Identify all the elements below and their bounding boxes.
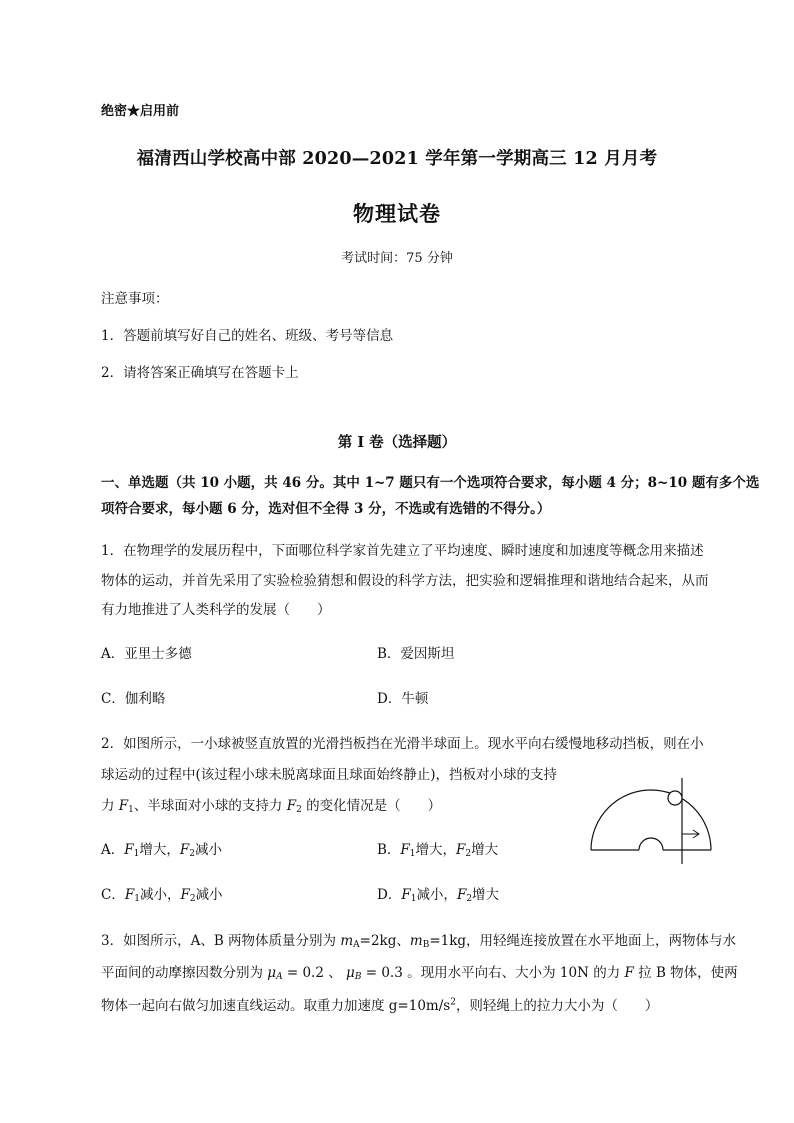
- exam-title: 福清西山学校高中部 2020—2021 学年第一学期高三 12 月月考: [136, 149, 658, 169]
- q1-stem-line: 1．在物理学的发展历程中，下面哪位科学家首先建立了平均速度、瞬时速度和加速度等概念用来描述: [101, 543, 704, 559]
- exam-time: 考试时间：75 分钟: [341, 251, 453, 266]
- q3-stem-line: 平面间的动摩擦因数分别为 $\mu_A = 0.2$ 、 $\mu_B = 0.3$ 。现用水平向右、大小为 10N 的力 F 拉 B 物体，使两: [101, 965, 738, 982]
- q2-stem-line: 2．如图所示，一小球被竖直放置的光滑挡板挡在光滑半球面上。现水平向右缓慢地移动挡板，则在小: [101, 736, 704, 752]
- base-notch: [639, 838, 663, 850]
- q2-option-d: D．$F_1$减小，$F_2$增大: [377, 887, 500, 904]
- q1-option-c: C．伽利略: [101, 691, 166, 707]
- q3-stem-line: 物体一起向右做匀加速直线运动。取重力加速度 $g=10m/s^2$，则轻绳上的拉力大小为（ ）: [101, 997, 659, 1014]
- section-title: 第 I 卷（选择题）: [337, 434, 457, 451]
- hemisphere-outline: [591, 790, 711, 850]
- q1-option-d: D．牛顿: [377, 691, 429, 707]
- notes-heading: 注意事项：: [101, 291, 169, 307]
- q2-option-c: C．$F_1$减小，$F_2$减小: [101, 887, 223, 904]
- subject-title: 物理试卷: [353, 201, 441, 226]
- section-instructions-line: 一、单选题（共 10 小题，共 46 分。其中 1~7 题只有一个选项符合要求，每小题 4 分；8~10 题有多个选: [101, 475, 760, 491]
- q1-stem-line: 有力地推进了人类科学的发展（ ）: [101, 602, 331, 618]
- small-ball: [668, 791, 682, 805]
- q2-stem-line: 球运动的过程中(该过程小球未脱离球面且球面始终静止)，挡板对小球的支持: [101, 767, 558, 783]
- hemisphere-diagram: [585, 760, 717, 870]
- confidential-mark: 绝密★启用前: [101, 104, 180, 119]
- q1-option-b: B．爱因斯坦: [377, 646, 455, 662]
- q3-stem-line: 3．如图所示，A、B 两物体质量分别为 $m_A=2kg$、$m_B=1kg$，用轻绳连接放置在水平地面上，两物体与水: [101, 933, 737, 950]
- note-item: 1．答题前填写好自己的姓名、班级、考号等信息: [101, 328, 394, 344]
- q1-option-a: A．亚里士多德: [101, 646, 192, 662]
- q2-option-a: A．$F_1$增大，$F_2$减小: [101, 842, 222, 859]
- q1-stem-line: 物体的运动，并首先采用了实验检验猜想和假设的科学方法，把实验和逻辑推理和谐地结合起来，从而: [101, 573, 709, 589]
- note-item: 2．请将答案正确填写在答题卡上: [101, 365, 299, 381]
- section-instructions-line: 项符合要求，每小题 6 分，选对但不全得 3 分，不选或有选错的不得分。）: [101, 501, 551, 517]
- q2-stem-line: 力 $F_1$、半球面对小球的支持力 $F_2$ 的变化情况是（ ）: [101, 798, 442, 815]
- q2-option-b: B．$F_1$增大，$F_2$增大: [377, 842, 499, 859]
